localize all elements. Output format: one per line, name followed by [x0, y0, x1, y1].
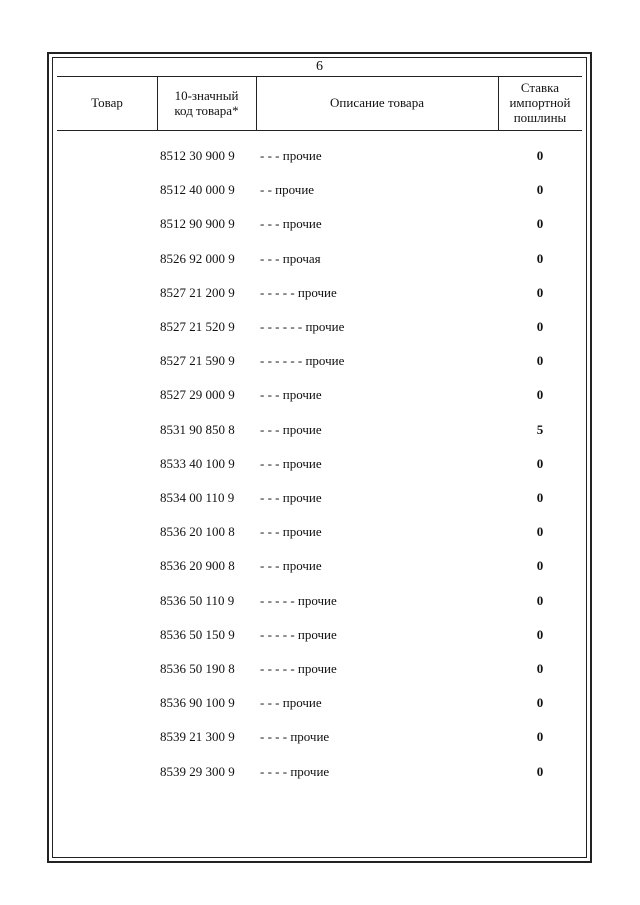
- row-rate: 0: [536, 592, 544, 608]
- table-row: [52, 661, 587, 683]
- table-row: [52, 729, 587, 751]
- row-code: 8527 21 200 9: [160, 284, 235, 300]
- row-code: 8536 50 110 9: [160, 592, 235, 608]
- row-rate: 0: [536, 763, 544, 779]
- table-row: [52, 387, 587, 409]
- page-number: 6: [316, 59, 323, 74]
- table-row: [52, 148, 587, 170]
- row-description: - - - прочие: [260, 490, 322, 505]
- row-rate: 0: [536, 216, 544, 232]
- table-row: [52, 285, 587, 307]
- row-rate: 0: [536, 387, 544, 403]
- table-row: [52, 422, 587, 444]
- header-goods: Товар: [91, 95, 123, 110]
- table-row: [52, 182, 587, 204]
- table-row: [52, 524, 587, 546]
- row-description: - - - прочие: [260, 455, 322, 471]
- row-rate: 0: [536, 284, 544, 300]
- row-description: - - - - - прочие: [260, 284, 337, 300]
- header-rate: [498, 80, 582, 125]
- row-code: 8536 20 100 8: [160, 524, 235, 540]
- row-rate: 0: [536, 524, 544, 540]
- row-description: - - - прочие: [260, 216, 322, 232]
- row-code: 8533 40 100 9: [160, 455, 235, 471]
- row-code: 8536 50 150 9: [160, 626, 235, 642]
- row-code: 8536 50 190 8: [160, 661, 235, 676]
- header-code-line2: код товара*: [174, 103, 239, 118]
- row-rate: 0: [536, 729, 544, 745]
- row-description: - - - прочие: [260, 524, 322, 540]
- table-row: [52, 593, 587, 615]
- row-rate: 0: [536, 182, 544, 198]
- row-description: - - прочие: [260, 182, 315, 198]
- row-rate: 0: [536, 148, 544, 163]
- row-code: 8512 90 900 9: [160, 216, 235, 232]
- row-description: - - - - - прочие: [260, 626, 337, 642]
- row-description: - - - - - прочие: [260, 661, 337, 676]
- row-rate: 0: [536, 250, 544, 266]
- row-code: 8531 90 850 8: [160, 421, 235, 437]
- row-code: 8527 21 520 9: [160, 319, 235, 334]
- table-row: [52, 319, 587, 341]
- row-code: 8526 92 000 9: [160, 250, 235, 266]
- row-rate: 0: [536, 558, 544, 574]
- row-rate: 0: [536, 319, 544, 334]
- row-rate: 0: [536, 353, 544, 369]
- header-code-line1: 10-значный: [174, 88, 239, 103]
- row-code: 8536 20 900 8: [160, 558, 235, 574]
- row-rate: 0: [536, 626, 544, 642]
- row-description: - - - прочие: [260, 558, 322, 574]
- row-description: - - - - - - прочие: [260, 353, 345, 369]
- row-description: - - - - прочие: [260, 729, 330, 745]
- table-row: [52, 695, 587, 717]
- row-description: - - - прочая: [260, 250, 321, 266]
- row-code: 8512 30 900 9: [160, 148, 235, 163]
- table-row: [52, 456, 587, 478]
- row-rate: 0: [536, 490, 544, 505]
- header-rate-line1: Ставка: [520, 80, 560, 95]
- row-code: 8539 21 300 9: [160, 729, 235, 745]
- table-row: [52, 353, 587, 375]
- table-row: [52, 558, 587, 580]
- table-row: [52, 627, 587, 649]
- row-rate: 0: [536, 695, 544, 711]
- row-description: - - - прочие: [260, 387, 322, 403]
- header-bottom-line: [57, 130, 582, 131]
- header-rate-line3: пошлины: [513, 110, 567, 125]
- row-code: 8512 40 000 9: [160, 182, 235, 198]
- row-description: - - - - - - прочие: [260, 319, 345, 334]
- row-code: 8534 00 110 9: [160, 490, 235, 505]
- table-row: [52, 251, 587, 273]
- row-description: - - - прочие: [260, 148, 322, 163]
- row-code: 8527 21 590 9: [160, 353, 235, 369]
- row-rate: 0: [536, 661, 544, 676]
- table-row: [52, 490, 587, 512]
- header-description: Описание товара: [330, 95, 424, 110]
- row-description: - - - прочие: [260, 695, 322, 711]
- row-code: 8536 90 100 9: [160, 695, 235, 711]
- row-code: 8527 29 000 9: [160, 387, 235, 403]
- table-row: [52, 764, 587, 786]
- header-code: [157, 88, 256, 118]
- row-description: - - - - прочие: [260, 763, 330, 779]
- header-rate-line2: импортной: [509, 95, 571, 110]
- row-description: - - - прочие: [260, 421, 322, 437]
- row-code: 8539 29 300 9: [160, 763, 235, 779]
- table-row: [52, 216, 587, 238]
- row-description: - - - - - прочие: [260, 592, 337, 608]
- row-rate: 5: [536, 421, 544, 437]
- row-rate: 0: [536, 455, 544, 471]
- header-top-line: [57, 76, 582, 77]
